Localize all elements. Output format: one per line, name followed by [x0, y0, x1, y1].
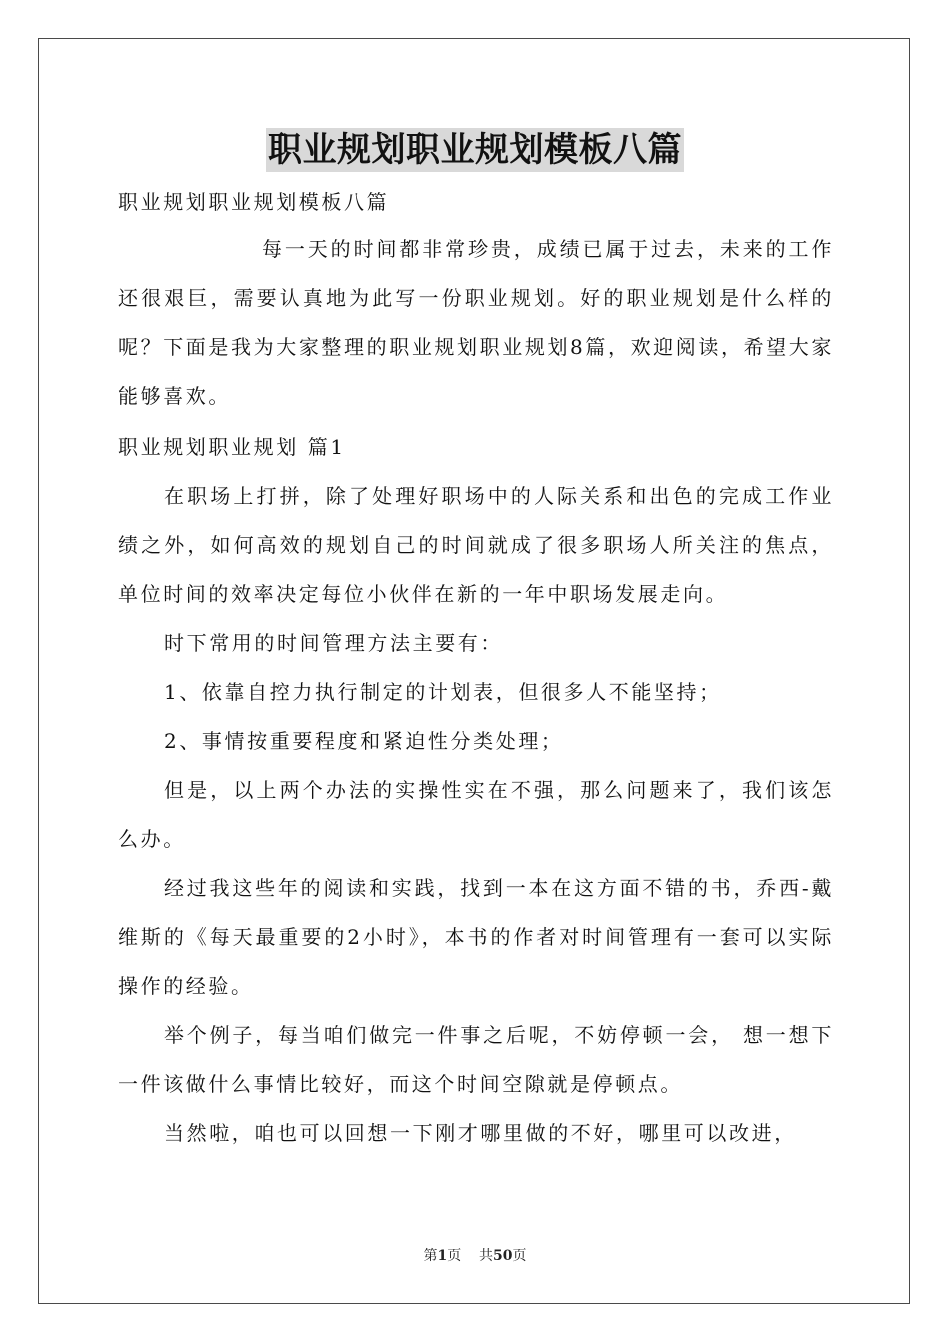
body-paragraph: 当然啦，咱也可以回想一下刚才哪里做的不好，哪里可以改进， — [164, 1121, 797, 1145]
section-heading: 职业规划职业规划 篇1 — [118, 435, 346, 459]
body-paragraph: 经过我这些年的阅读和实践，找到一本在这方面不错的书，乔西-戴维斯的《每天最重要的2小时》，本书的作者对时间管理有一套可以实际操作的经验。 — [118, 876, 834, 998]
footer-page-prefix: 第 — [423, 1248, 438, 1264]
footer-total-prefix: 共 — [479, 1248, 494, 1264]
body-paragraph: 时下常用的时间管理方法主要有： — [164, 631, 503, 655]
document-title — [0, 128, 950, 172]
intro-paragraph: 每一天的时间都非常珍贵，成绩已属于过去，未来的工作还很艰巨，需要认真地为此写一份职业规划。好的职业规划是什么样的呢？下面是我为大家整理的职业规划职业规划8篇，欢迎阅读，希望大家能够喜欢。 — [118, 237, 834, 408]
list-item: 1、依靠自控力执行制定的计划表，但很多人不能坚持； — [164, 680, 722, 704]
footer-current-page: 1 — [437, 1248, 448, 1264]
footer-total-suffix: 页 — [512, 1248, 527, 1264]
body-paragraph: 举个例子，每当咱们做完一件事之后呢，不妨停顿一会， 想一想下一件该做什么事情比较好，而这个时间空隙就是停顿点。 — [118, 1023, 834, 1096]
body-paragraph: 在职场上打拼，除了处理好职场中的人际关系和出色的完成工作业绩之外，如何高效的规划自己的时间就成了很多职场人所关注的焦点，单位时间的效率决定每位小伙伴在新的一年中职场发展走向。 — [118, 484, 834, 606]
footer-total-pages: 50 — [493, 1248, 513, 1264]
body-content — [118, 472, 834, 1158]
document-title-text: 职业规划职业规划模板八篇 — [268, 130, 682, 170]
body-paragraph: 但是，以上两个办法的实操性实在不强，那么问题来了，我们该怎么办。 — [118, 778, 834, 851]
page-footer — [0, 1245, 950, 1265]
list-item: 2、事情按重要程度和紧迫性分类处理； — [164, 729, 564, 753]
document-subtitle: 职业规划职业规划模板八篇 — [118, 190, 390, 214]
footer-page-suffix: 页 — [447, 1248, 462, 1264]
